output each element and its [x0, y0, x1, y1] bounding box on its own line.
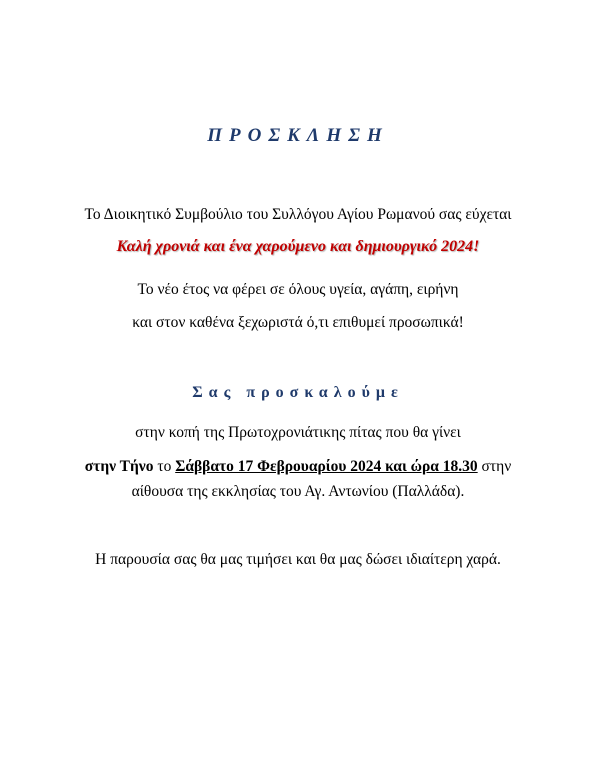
- wish-line-1: Το νέο έτος να φέρει σε όλους υγεία, αγάπη, ειρήνη: [137, 281, 459, 298]
- invite-heading: Σας προσκαλούμε: [192, 384, 404, 401]
- event-location-line: [0, 458, 596, 476]
- new-year-wish: Καλή χρονιά και ένα χαρούμενο και δημιουργικό 2024!: [116, 238, 480, 255]
- event-date-time: Σάββατο 17 Φεβρουαρίου 2024 και ώρα 18.30: [175, 458, 478, 475]
- invitation-title: ΠΡΟΣΚΛΗΣΗ: [207, 125, 389, 146]
- greeting-text: Το Διοικητικό Συμβούλιο του Συλλόγου Αγίου Ρωμανού σας εύχεται: [84, 206, 512, 223]
- location-suffix: στην: [477, 458, 512, 475]
- closing-text: Η παρουσία σας θα μας τιμήσει και θα μας δώσει ιδιαίτερη χαρά.: [95, 551, 501, 568]
- event-venue: αίθουσα της εκκλησίας του Αγ. Αντωνίου (Παλλάδα).: [131, 483, 465, 500]
- location-name: στην Τήνο: [84, 458, 154, 475]
- location-connector: το: [153, 458, 176, 475]
- wish-line-2: και στον καθένα ξεχωριστά ό,τι επιθυμεί προσωπικά!: [132, 314, 464, 331]
- event-description: στην κοπή της Πρωτοχρονιάτικης πίτας που θα γίνει: [135, 424, 461, 441]
